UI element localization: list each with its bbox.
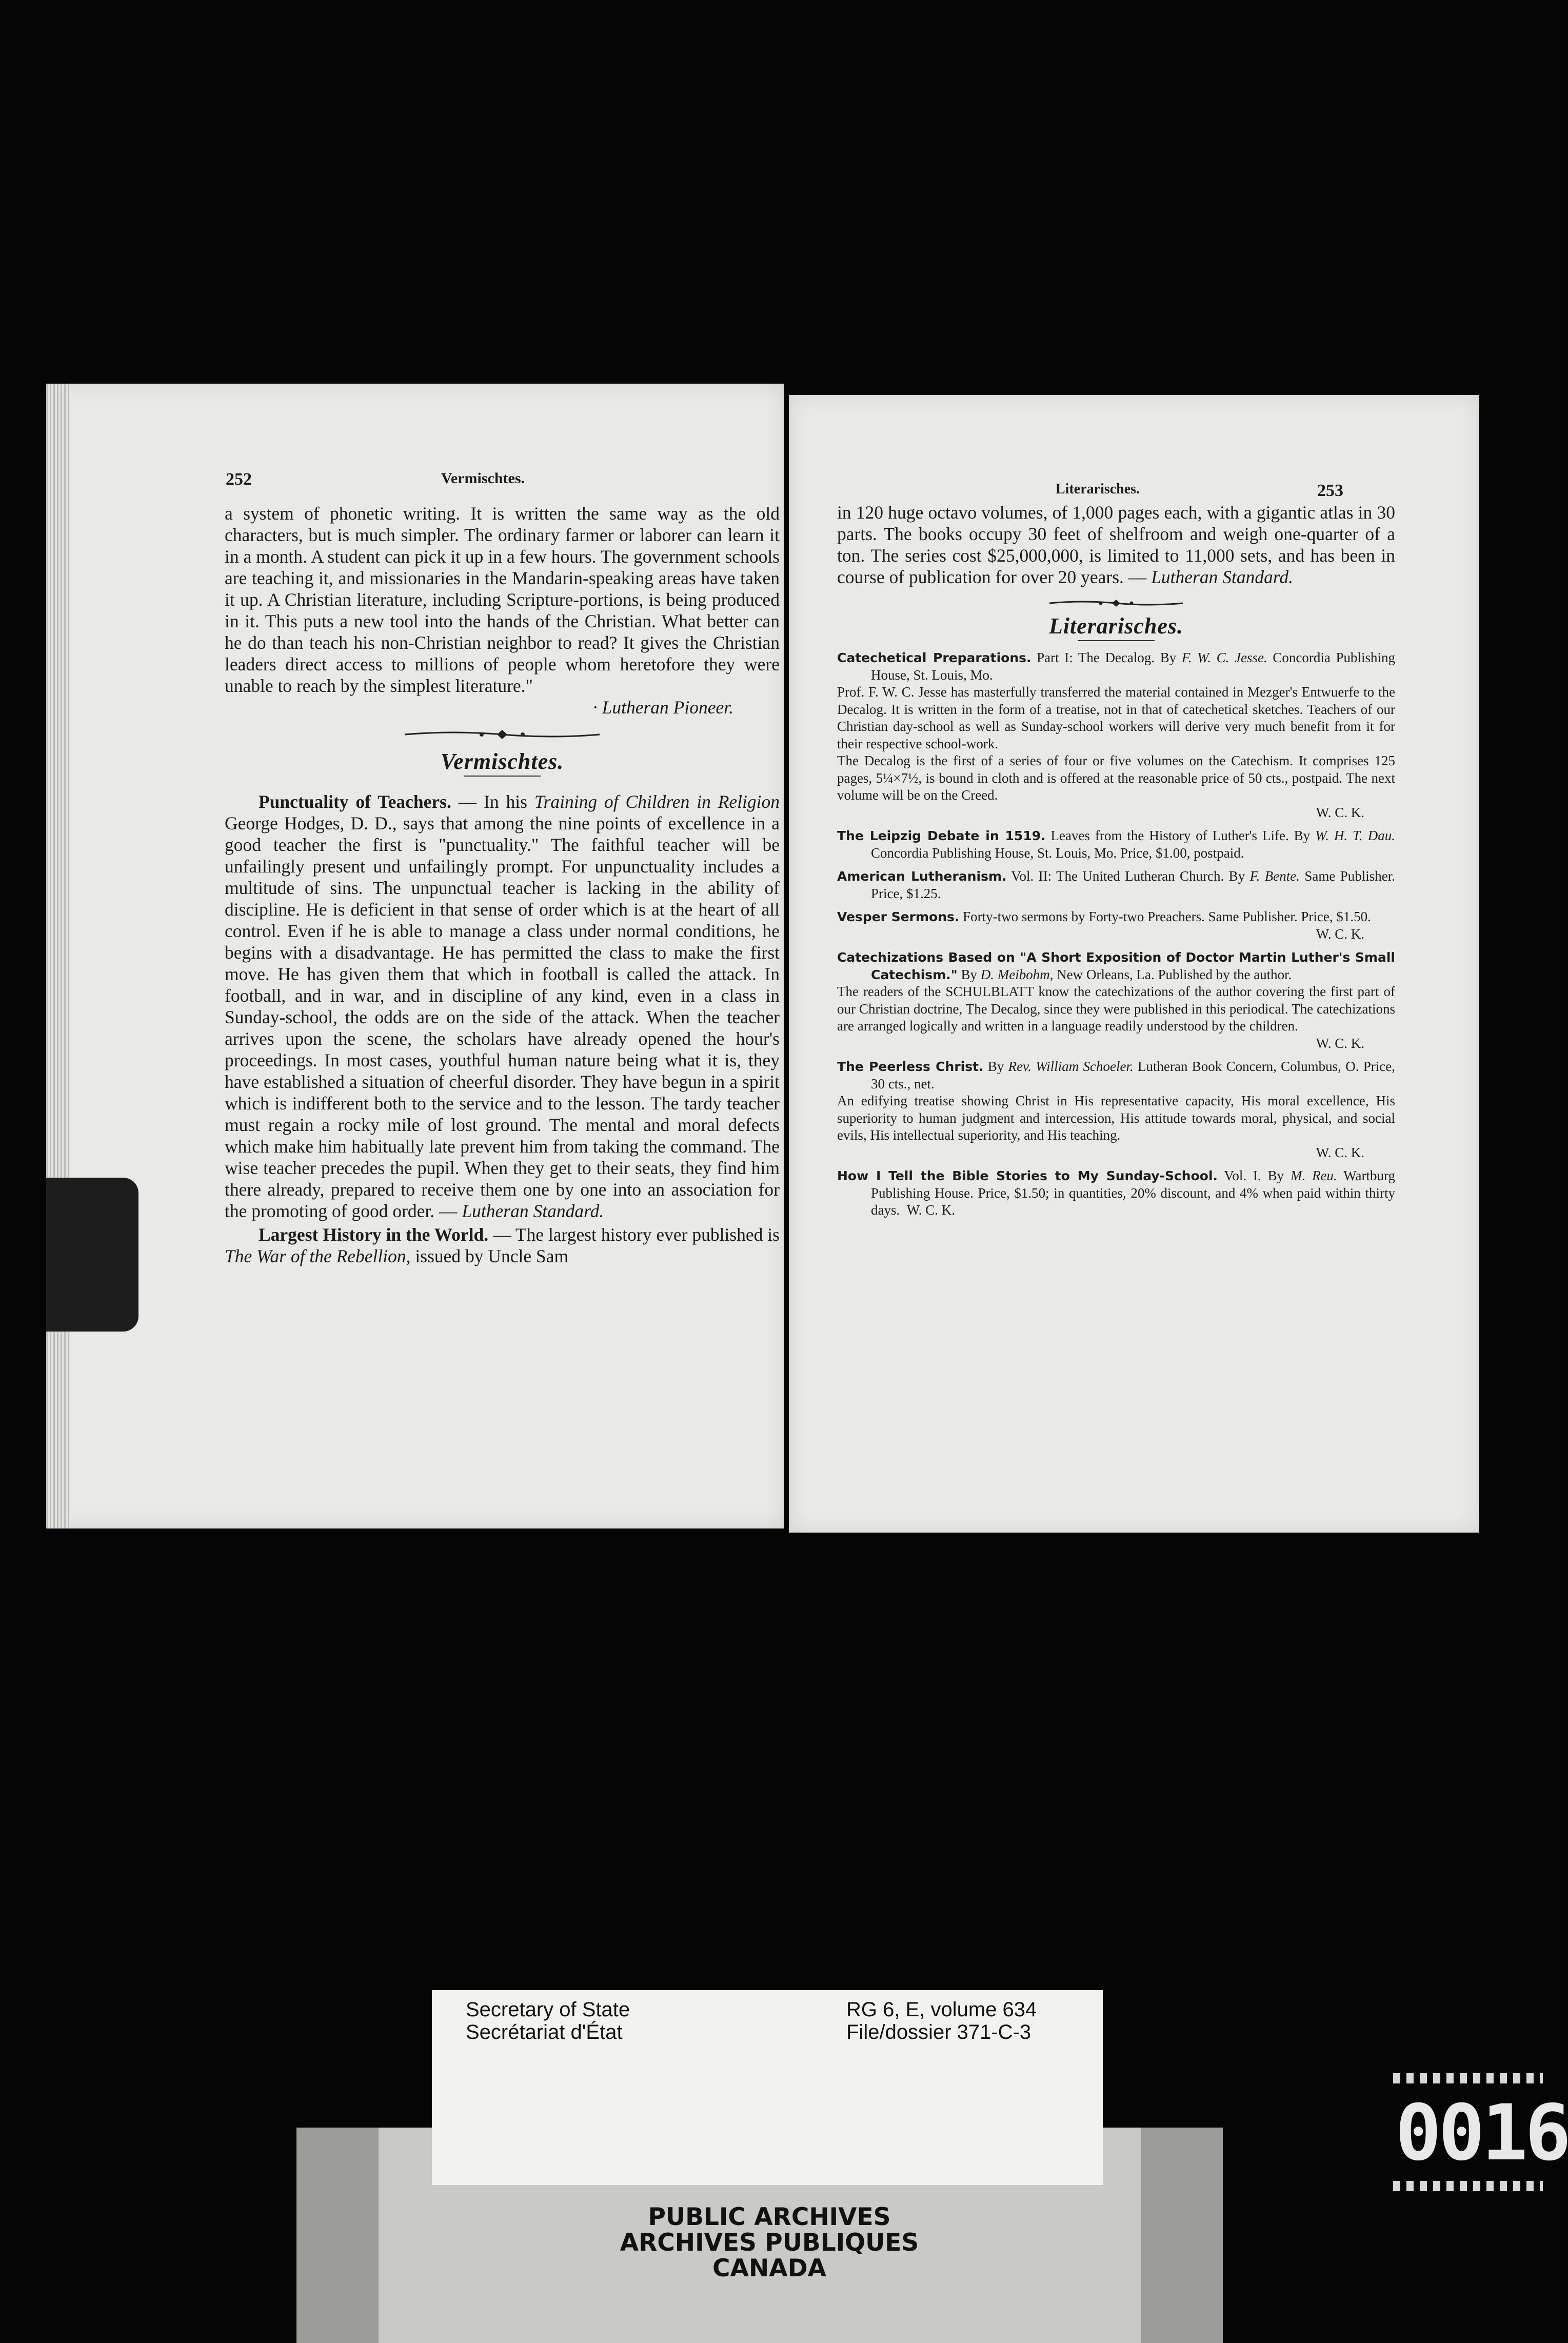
- review-title: The Leipzig Debate in 1519.: [837, 828, 1046, 843]
- agency-en: Secretary of State: [466, 1998, 630, 2021]
- article-text: — In his: [451, 791, 534, 812]
- section-title-literarisches: Literarisches.: [1048, 613, 1184, 639]
- reviewer-signature: W. C. K.: [1316, 804, 1364, 820]
- article-text: — The largest history ever published is: [488, 1224, 780, 1245]
- review-text: Concordia Publishing House, St. Louis, Mo. Price, $1.00, postpaid.: [871, 845, 1244, 861]
- review-text: Wartburg Publishing House. Price, $1.50; in quantities, 20% discount, and 4% when paid within thirty days.: [871, 1168, 1395, 1218]
- review-text: Leaves from the History of Luther's Life. By: [1045, 828, 1316, 843]
- archive-agency: [466, 1998, 630, 2043]
- continued-source: Lutheran Standard.: [1151, 567, 1293, 587]
- stamp-line: CANADA: [712, 2254, 826, 2282]
- review-text: By: [983, 1059, 1008, 1074]
- article-title: Largest History in the World.: [259, 1224, 489, 1245]
- film-frame-number: [1393, 2073, 1568, 2191]
- article-largest-history: [225, 1224, 780, 1267]
- review-text: Forty-two sermons by Forty-two Preachers. Same Publisher. Price, $1.50.: [959, 909, 1371, 924]
- review-title: Catechetical Preparations.: [837, 650, 1031, 665]
- record-group: RG 6, E, volume 634: [846, 1998, 1037, 2021]
- review-description: Prof. F. W. C. Jesse has masterfully transferred the material contained in Mezger's Entwuerfe to the Decalog. It is written in the form of a treatise, not in that of catechetical sketches. Teachers of our Christian day-school as well as Sunday-school workers will derive very much benefit from it for their respective school-work.: [837, 684, 1395, 751]
- paragraph-text: in 120 huge octavo volumes, of 1,000 pages each, with a gigantic atlas in 30 parts. The books occupy 30 feet of shelfroom and weigh one-quarter of a ton. The series cost $25,000,000, is limited to 11,000 sets, and has been in course of publication for over 20 years. —: [837, 502, 1395, 587]
- review-entry: [837, 1167, 1395, 1219]
- section-title-vermischtes: Vermischtes.: [440, 749, 564, 774]
- review-title: Catechizations Based on "A Short Exposition of Doctor Martin Luther's Small Catechism.": [837, 950, 1395, 982]
- review-entry: [837, 868, 1395, 902]
- review-author: F. Bente.: [1249, 868, 1300, 884]
- review-text: Same Publisher. Price, $1.25.: [871, 868, 1395, 901]
- continued-paragraph: [837, 502, 1395, 588]
- review-entry: [837, 649, 1395, 821]
- article-source: Lutheran Standard.: [462, 1201, 604, 1221]
- review-entry: [837, 827, 1395, 862]
- review-description: The readers of the SCHULBLATT know the catechizations of the author covering the first part of our Christian doctrine, The Decalog, since they were published in this periodical. The catechizations are arranged logically and written in a language readily understood by the children.: [837, 984, 1395, 1034]
- review-text: Vol. II: The United Lutheran Church. By: [1006, 868, 1250, 884]
- left-page: [46, 384, 784, 1528]
- archives-stamp: [574, 2205, 964, 2281]
- running-head-right: Literarisches.: [1056, 481, 1140, 497]
- work-title: The War of the Rebellion,: [225, 1246, 411, 1266]
- stamp-line: PUBLIC ARCHIVES: [648, 2203, 891, 2231]
- review-entry: [837, 1058, 1395, 1161]
- running-head-left: Vermischtes.: [441, 470, 525, 487]
- review-title: American Lutheranism.: [837, 869, 1007, 884]
- review-text: Vol. I. By: [1218, 1168, 1291, 1183]
- review-author: M. Reu.: [1290, 1168, 1337, 1183]
- continued-source: · Lutheran Pioneer.: [592, 697, 733, 718]
- page-number-left: 252: [226, 470, 252, 489]
- archive-card: [432, 1990, 1103, 2185]
- review-text: By: [957, 966, 981, 982]
- article-title: Punctuality of Teachers.: [259, 791, 451, 812]
- page-edge: [46, 384, 70, 1528]
- reviewer-signature: W. C. K.: [1316, 1144, 1364, 1160]
- review-text: Concordia Publishing House, St. Louis, Mo.: [871, 650, 1396, 683]
- article-text: issued by Uncle Sam: [410, 1246, 569, 1266]
- review-text: New Orleans, La. Published by the author.: [1053, 966, 1292, 982]
- review-description: An edifying treatise showing Christ in His representative capacity, His moral excellence, His superiority to human judgment and intercession, His attitude towards moral, physical, and social evils, His intellectual superiority, and His teaching.: [837, 1093, 1395, 1143]
- left-column: [225, 503, 780, 1267]
- review-title: How I Tell the Bible Stories to My Sunday-School.: [837, 1168, 1218, 1183]
- binder-tab: [46, 1178, 138, 1332]
- review-text: Part I: The Decalog. By: [1031, 650, 1182, 665]
- review-title: Vesper Sermons.: [837, 909, 960, 924]
- section-rule: [1078, 640, 1155, 641]
- right-page: [789, 395, 1479, 1533]
- ornament-divider: [1049, 598, 1183, 608]
- review-description: The Decalog is the first of a series of four or five volumes on the Catechism. It comprises 125 pages, 5¼×7½, is bound in cloth and is offered at the reasonable price of 50 cts., postpaid. The next volume will be on the Creed.: [837, 753, 1395, 803]
- review-author: F. W. C. Jesse.: [1181, 650, 1267, 665]
- ornament-divider: [405, 728, 600, 741]
- review-author: W. H. T. Dau.: [1315, 828, 1395, 843]
- frame-number-text: 0016: [1395, 2089, 1568, 2178]
- article-punctuality: [225, 791, 780, 1222]
- review-author: Rev. William Schoeler.: [1008, 1059, 1134, 1074]
- agency-fr: Secrétariat d'État: [466, 2021, 623, 2043]
- review-entry: [837, 949, 1395, 1052]
- reviewer-signature: W. C. K.: [1316, 926, 1364, 942]
- film-perforation: [1393, 2181, 1543, 2191]
- reviewer-signature: W. C. K.: [1316, 1035, 1364, 1051]
- film-perforation: [1393, 2073, 1543, 2083]
- file-number: File/dossier 371-C-3: [846, 2021, 1031, 2043]
- review-title: The Peerless Christ.: [837, 1059, 984, 1074]
- work-title: Training of Children in Religion: [534, 791, 780, 812]
- review-entry: [837, 908, 1395, 943]
- review-text: Lutheran Book Concern, Columbus, O. Price, 30 cts., net.: [871, 1059, 1395, 1091]
- continued-paragraph: a system of phonetic writing. It is written the same way as the old characters, but is much simpler. The ordinary farmer or laborer can learn it in a month. A student can pick it up in a few hours. The government schools are teaching it, and missionaries in the Mandarin-speaking areas have taken it up. A Christian literature, including Scripture-portions, is being produced in it. This puts a new tool into the hands of the Christian. What better can he do than teach his non-Christian neighbor to read? It gives the Christian leaders direct access to millions of people whom heretofore they were unable to reach by the simplest literature.": [225, 503, 780, 696]
- stamp-line: ARCHIVES PUBLIQUES: [620, 2229, 919, 2257]
- reviewer-signature: W. C. K.: [906, 1202, 956, 1218]
- right-column: [837, 502, 1395, 1219]
- review-list: [837, 649, 1395, 1219]
- section-rule: [464, 776, 541, 777]
- page-number-right: 253: [1317, 481, 1343, 500]
- article-text: George Hodges, D. D., says that among the nine points of excellence in a good teacher the first is "punctuality." The faithful teacher will be unfailingly present und unfailingly prompt. For unpunctuality includes a multitude of sins. The unpunctual teacher is lacking in the ability of discipline. He is deficient in that sense of order which is at the heart of all control. Even if he is able to manage a class under normal conditions, he begins with a disadvantage. He has permitted the class to make the first move. He has given them that which in football is called the attack. In football, and in war, and in discipline of any kind, even in a class in Sunday-school, the odds are on the side of the attack. When the teacher arrives upon the scene, the scholars have already opened the hour's proceedings. In most cases, youthful human nature being what it is, they have established a situation of cheerful disorder. They have begun in a spirit which is indifferent both to the service and to the lesson. The tardy teacher must regain a rocky mile of lost ground. The mental and moral defects which make him habitually late prevent him from taking the command. The wise teacher precedes the pupil. When they get to their seats, they find him there already, prepared to receive them one by one into an association for the promoting of good order. —: [225, 813, 780, 1221]
- archive-reference: [846, 1998, 1037, 2043]
- review-author: D. Meibohm,: [980, 966, 1054, 982]
